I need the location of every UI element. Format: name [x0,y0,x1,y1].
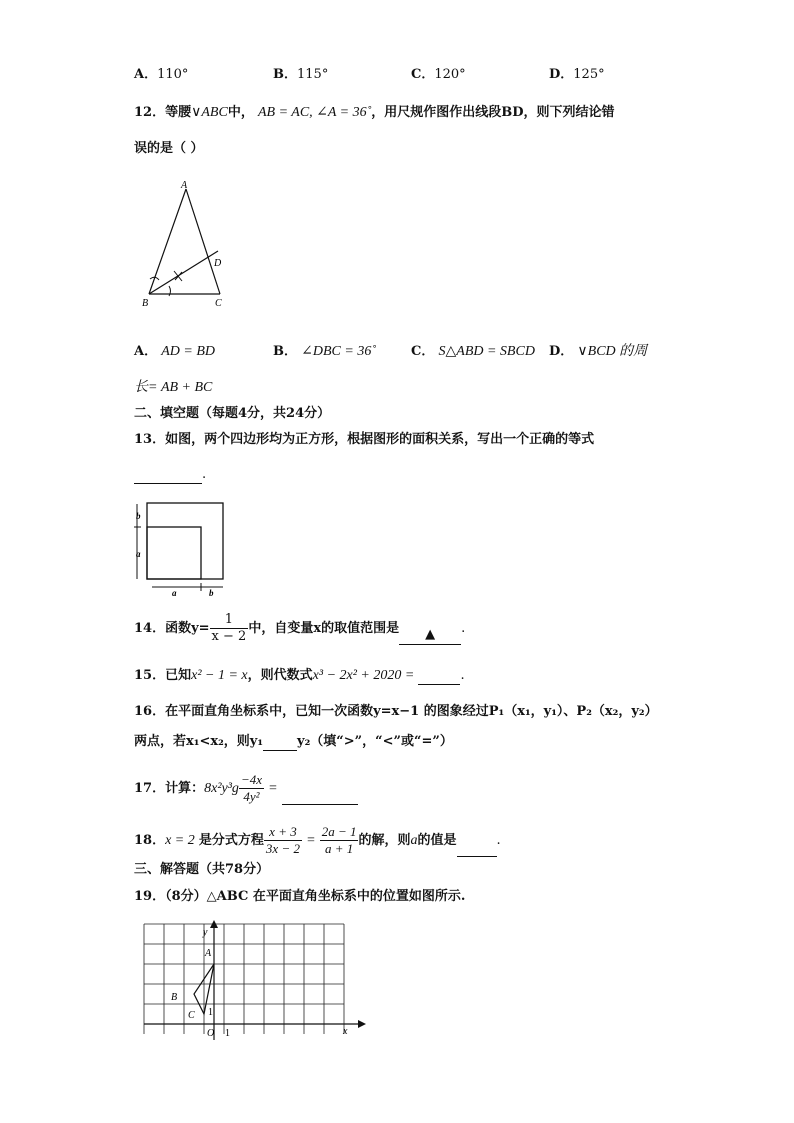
label-x: x [343,1026,348,1037]
label-a: A [181,180,188,191]
q16-line1: 在平面直角坐标系中，已知一次函数y=x−1 的图象经过P₁（x₁，y₁）、P₂（x₂，y₂） [165,704,658,719]
answer-blank[interactable] [457,842,497,857]
q15-stem [134,667,465,685]
option-text: 120° [434,67,466,82]
q17-eq: = [268,781,278,796]
label-a-left: a [136,549,141,559]
q18-fraction-right [320,824,359,857]
option-letter: A． [134,344,158,359]
q15-text-b: ，则代数式 [247,668,313,683]
option-text: 110° [157,67,189,82]
q12-option-c [411,343,535,361]
denominator: 4y² [243,789,260,804]
q16-line2-b: y₂（填“>”，“<”或“=”） [297,734,453,749]
label-c: C [215,298,222,309]
q18-stem [134,824,501,857]
question-number: 14． [134,621,166,636]
label-one-y: 1 [208,1007,213,1018]
numerator: 1 [210,612,249,629]
inner-square [147,527,201,579]
q13-stem [134,431,594,449]
q18-text-c: 的值是 [417,833,457,848]
q19-stem [134,888,465,906]
q16-stem-line2 [134,733,453,751]
segment-bd [149,251,218,294]
q17-text: 计算： [165,781,205,796]
q14-fraction [210,612,249,645]
grid-lines [144,924,344,1034]
option-letter: D． [549,67,574,82]
label-one-x: 1 [225,1028,230,1039]
q15-text-a: 已知 [165,668,192,683]
question-number: 19． [134,889,166,904]
q19-text: （8分）△ABC 在平面直角坐标系中的位置如图所示. [165,889,466,904]
denominator: a + 1 [324,841,354,856]
option-letter: C． [411,67,435,82]
option-letter: C． [411,344,435,359]
q11-option-c [411,66,466,84]
denominator: 3x − 2 [265,841,300,856]
side-ab [149,189,186,294]
answer-blank[interactable] [399,626,461,645]
answer-blank[interactable] [263,736,297,751]
outer-square [147,503,223,579]
q18-text-a: 是分式方程 [198,833,264,848]
q17-stem [134,772,358,805]
option-text: 125° [573,67,605,82]
x-axis-arrow [358,1020,366,1028]
label-d: D [214,258,222,269]
q18-expr: x = 2 [165,833,195,848]
q11-option-b [273,66,328,84]
label-c: C [188,1010,195,1021]
numerator: −4x [240,772,262,787]
side-ac [186,189,220,294]
arc-mark-2 [169,286,171,296]
label-b: B [142,298,149,309]
q12-stem [134,104,615,122]
q14-end: . [461,621,466,636]
question-number: 18． [134,833,166,848]
label-origin: O [207,1028,215,1039]
q18-text-b: 的解，则 [358,833,411,848]
placeholder-marker: ▲ [425,627,436,642]
q18-var: a [410,833,418,848]
q16-stem [134,703,658,721]
question-number: 16． [134,704,166,719]
option-letter: B． [273,344,297,359]
q15-end: . [460,668,465,683]
option-text: S△ABD = SBCD [438,344,535,359]
q13-text: 如图，两个四边形均为正方形，根据图形的面积关系，写出一个正确的等式 [165,432,595,447]
q11-option-a [134,66,188,84]
q14-stem [134,612,465,645]
option-text: ∠DBC = 36˚ [301,344,376,359]
q17-fraction [239,772,264,805]
option-letter: A． [134,67,158,82]
q13-answer-line [134,466,206,484]
answer-blank[interactable] [282,790,358,805]
q13-squares-figure [132,499,232,601]
q12-text-c: ，用尺规作图作出线段BD，则下列结论错 [371,105,615,120]
q12-option-b [273,343,376,361]
option-text: ∨BCD 的周 [577,344,648,359]
answer-blank[interactable] [134,469,202,484]
q18-eq: = [306,833,316,848]
q15-eq2: x³ − 2x² + 2020 = [312,668,415,683]
q18-end: . [496,833,501,848]
q15-eq1: x² − 1 = x [191,668,248,683]
question-number: 15． [134,668,166,683]
label-y: y [203,927,208,938]
question-number: 12． [134,105,166,120]
question-number: 17． [134,781,166,796]
q14-text-a: 函数y= [165,621,210,636]
q12-text-b: 中， [227,105,254,120]
label-b-left: b [136,511,141,521]
denominator: x − 2 [211,629,247,644]
option-text: 115° [297,67,329,82]
question-number: 13． [134,432,166,447]
label-a-bottom: a [172,588,177,598]
q14-text-b: 中，自变量x的取值范围是 [248,621,400,636]
numerator: 2a − 1 [321,824,357,839]
q12-stem-line2: 误的是（ ） [134,141,204,156]
label-b: B [171,992,178,1003]
q12-option-d [549,343,647,361]
section-title-solutions: 三、解答题（共78分） [134,862,270,877]
q11-option-d [549,66,605,84]
q12-condition: AB = AC, ∠A = 36˚ [257,105,372,120]
q12-text-a: 等腰 [165,105,192,120]
q16-line2-a: 两点，若x₁<x₂，则y₁ [134,734,264,749]
q12-triangle: ∨ABC [191,105,228,120]
answer-blank[interactable] [418,670,460,685]
q12-option-a [134,343,215,361]
option-letter: B． [273,67,297,82]
q12-option-d-cont: 长= AB + BC [134,380,213,395]
numerator: x + 3 [264,824,302,841]
label-b-bottom: b [209,588,214,598]
label-a: A [205,948,212,959]
section-title-fill-in: 二、填空题（每题4分，共24分） [134,406,331,421]
q17-expr: 8x²y³g [204,781,239,796]
option-letter: D． [549,344,574,359]
q13-end: . [202,467,207,482]
q12-triangle-figure [138,176,238,310]
q18-fraction-left [264,824,302,857]
q19-coordinate-grid-figure [140,920,370,1044]
option-text: AD = BD [161,344,216,359]
